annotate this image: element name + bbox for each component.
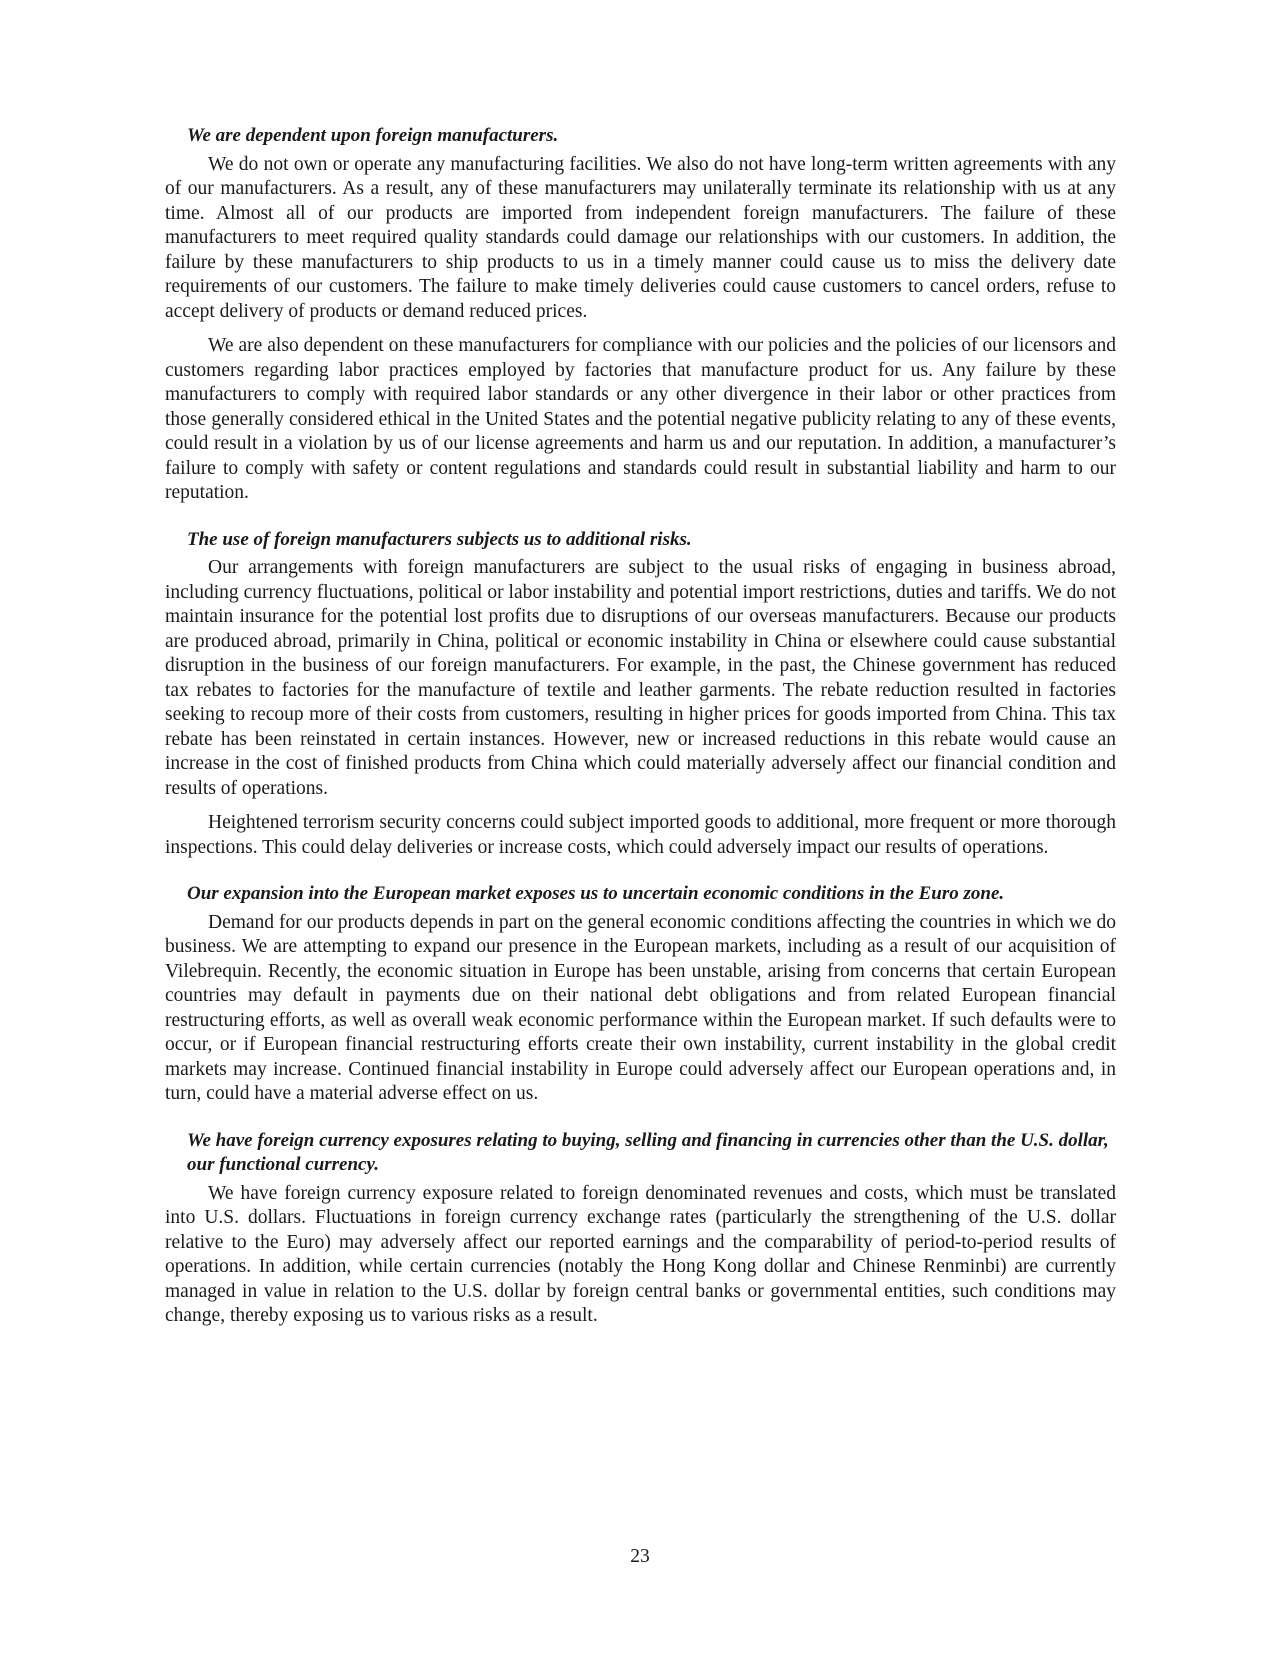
paragraph: Our arrangements with foreign manufacturers are subject to the usual risks of engaging in business abroad, including currency fluctuations, political or labor instability and potential import restrictions, duties and tariffs. We do not maintain insurance for the potential lost profits due to disruptions of our overseas manufacturers. Because our products are produced abroad, primarily in China, political or economic instability in China or elsewhere could cause substantial disruption in the business of our foreign manufacturers. For example, in the past, the Chinese government has reduced tax rebates to factories for the manufacture of textile and leather garments. The rebate reduction resulted in factories seeking to recoup more of their costs from customers, resulting in higher prices for goods imported from China. This tax rebate has been reinstated in certain instances. However, new or increased reductions in this rebate would cause an increase in the cost of finished products from China which could materially adversely affect our financial condition and results of operations.	[165, 557, 1116, 799]
section-heading: Our expansion into the European market exposes us to uncertain economic conditions in the Euro zone.	[187, 883, 1005, 904]
paragraph: We have foreign currency exposure related to foreign denominated revenues and costs, which must be translated into U.S. dollars. Fluctuations in foreign currency exchange rates (particularly the strengthening of the U.S. dollar relative to the Euro) may adversely affect our reported earnings and the comparability of period-to-period results of operations. In addition, while certain currencies (notably the Hong Kong dollar and Chinese Renminbi) are currently managed in value in relation to the U.S. dollar by foreign central banks or governmental entities, such conditions may change, thereby exposing us to various risks as a result.	[165, 1182, 1116, 1326]
section-currency-exposure	[165, 1129, 1116, 1329]
document-page	[165, 124, 1116, 1351]
section-euro-zone	[165, 882, 1116, 1107]
section-heading: We have foreign currency exposures relating to buying, selling and financing in currencies other than the U.S. dollar, our functional currency.	[187, 1129, 1109, 1175]
paragraph: Demand for our products depends in part on the general economic conditions affecting the countries in which we do business. We are attempting to expand our presence in the European markets, including as a result of our acquisition of Vilebrequin. Recently, the economic situation in Europe has been unstable, arising from concerns that certain European countries may default in payments due on their national debt obligations and from related European financial restructuring efforts, as well as overall weak economic performance within the European market. If such defaults were to occur, or if European financial restructuring efforts create their own instability, current instability in the global credit markets may increase. Continued financial instability in Europe could adversely affect our European operations and, in turn, could have a material adverse effect on us.	[165, 911, 1116, 1104]
paragraph: We do not own or operate any manufacturing facilities. We also do not have long-term written agreements with any of our manufacturers. As a result, any of these manufacturers may unilaterally terminate its relationship with us at any time. Almost all of our products are imported from independent foreign manufacturers. The failure of these manufacturers to meet required quality standards could damage our relationships with our customers. In addition, the failure by these manufacturers to ship products to us in a timely manner could cause us to miss the delivery date requirements of our customers. The failure to make timely deliveries could cause customers to cancel orders, refuse to accept delivery of products or demand reduced prices.	[165, 153, 1116, 322]
section-heading: The use of foreign manufacturers subjects us to additional risks.	[187, 528, 692, 550]
section-foreign-manufacturers	[165, 124, 1116, 506]
paragraph: We are also dependent on these manufacturers for compliance with our policies and the policies of our licensors and customers regarding labor practices employed by factories that manufacture product for us. Any failure by these manufacturers to comply with required labor standards or any other divergence in their labor or other practices from those generally considered ethical in the United States and the potential negative publicity relating to any of these events, could result in a violation by us of our license agreements and harm us and our reputation. In addition, a manufacturer’s failure to comply with safety or content regulations and standards could result in substantial liability and harm to our reputation.	[165, 335, 1116, 503]
page-number: 23	[630, 1546, 650, 1567]
section-additional-risks	[165, 528, 1116, 861]
section-heading: We are dependent upon foreign manufacturers.	[187, 125, 559, 146]
paragraph: Heightened terrorism security concerns could subject imported goods to additional, more frequent or more thorough inspections. This could delay deliveries or increase costs, which could adversely impact our results of operations.	[165, 812, 1116, 858]
